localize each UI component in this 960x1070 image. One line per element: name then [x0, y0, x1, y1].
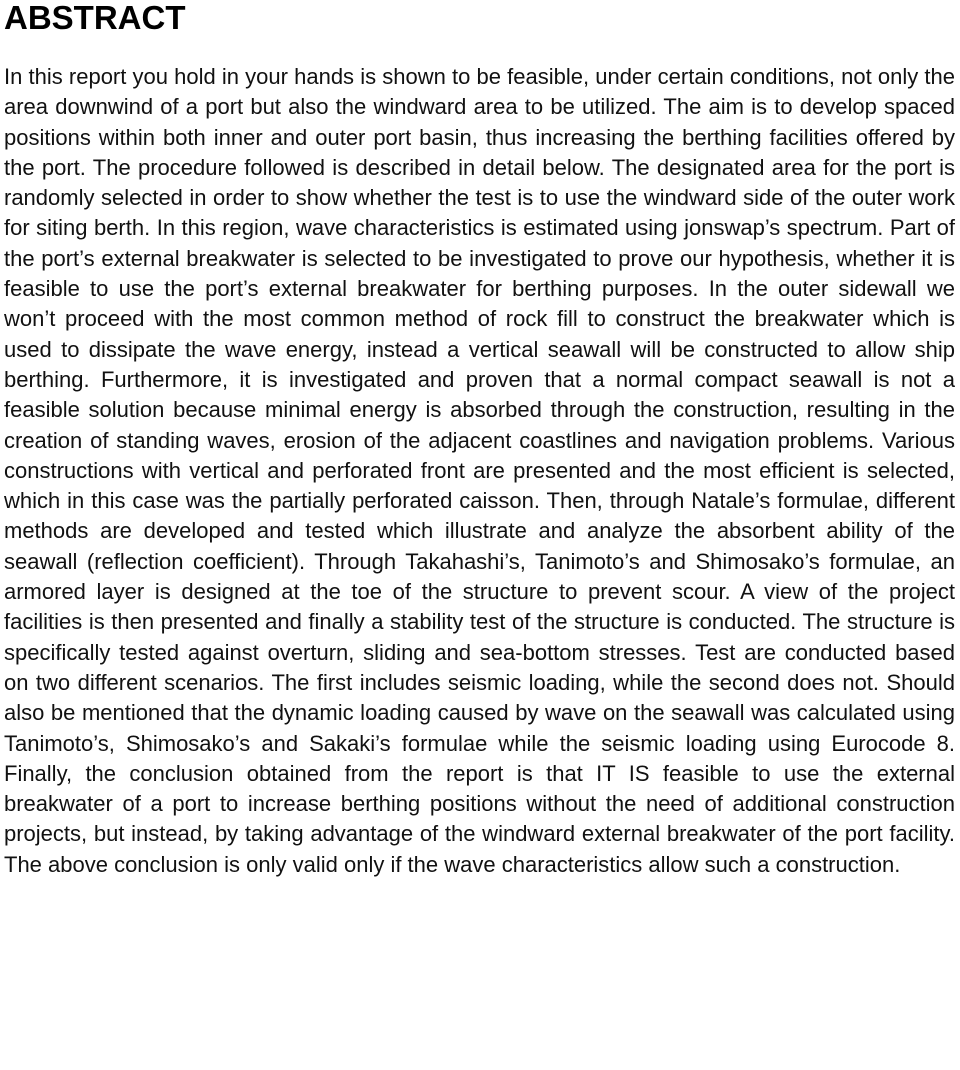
abstract-sentence: The above conclusion is only valid only if the wave characteristics allow such a construction. — [4, 851, 901, 877]
abstract-sentence: Part of the port’s external breakwater is selected to be investigated to prove our hypothesis, whether it is feasible to use the port’s external breakwater for berthing purposes. — [4, 215, 955, 302]
abstract-sentence: The designated area for the port is randomly selected in order to show whether the test is to use the windward side of the outer work for siting berth. — [4, 154, 955, 241]
abstract-heading: ABSTRACT — [4, 0, 186, 36]
abstract-sentence: The structure is specifically tested against overturn, sliding and sea-bottom stresses. — [4, 609, 956, 665]
abstract-sentence: Furthermore, it is investigated and proven that a normal compact seawall is not a feasible solution because minimal energy is absorbed through the construction, resulting in the creation of standing waves, erosion of the adjacent coastlines and navigation problems. — [4, 366, 955, 453]
document-page — [4, 0, 955, 880]
abstract-sentence: Through Takahashi’s, Tanimoto’s and Shimosako’s formulae, an armored layer is designed at the toe of the structure to prevent scour. — [4, 548, 955, 605]
abstract-sentence: A view of the project facilities is then presented and finally a stability test of the structure is conducted. — [4, 579, 955, 635]
abstract-sentence: Then, through Natale’s formulae, different methods are developed and tested which illustrate and analyze the absorbent ability of the seawall (reflection coefficient). — [4, 488, 955, 574]
abstract-sentence: The procedure followed is described in detail below. — [92, 154, 605, 180]
abstract-sentence: In the outer sidewall we won’t proceed with the most common method of rock fill to construct the breakwater which is used to dissipate the wave energy, instead a vertical seawall will be constructed to allow ship berthing. — [4, 276, 956, 392]
abstract-sentence: The first includes seismic loading, while the second does not. — [271, 669, 880, 695]
abstract-sentence: Test are conducted based on two different scenarios. — [4, 639, 956, 695]
abstract-sentence: Various constructions with vertical and perforated front are presented and the most efficient is selected, which in this case was the partially perforated caisson. — [4, 427, 955, 514]
abstract-sentence: Finally, the conclusion obtained from the report is that IT IS feasible to use the external breakwater of a port to increase berthing positions without the need of additional construction projects, but instead, by taking advantage of the windward external breakwater of the port facility. — [4, 760, 955, 847]
abstract-sentence: In this region, wave characteristics is estimated using jonswap’s spectrum. — [156, 215, 884, 241]
abstract-sentence: In this report you hold in your hands is shown to be feasible, under certain conditions, not only the area downwind of a port but also the windward area to be utilized. — [4, 64, 955, 120]
abstract-sentence: Should also be mentioned that the dynamic loading caused by wave on the seawall was calculated using Tanimoto’s, Shimosako’s and Sakaki’s formulae while the seismic loading using Eurocode 8. — [4, 669, 956, 756]
abstract-paragraph — [4, 62, 955, 880]
abstract-sentence: The aim is to develop spaced positions within both inner and outer port basin, thus increasing the berthing facilities offered by the port. — [4, 94, 955, 180]
